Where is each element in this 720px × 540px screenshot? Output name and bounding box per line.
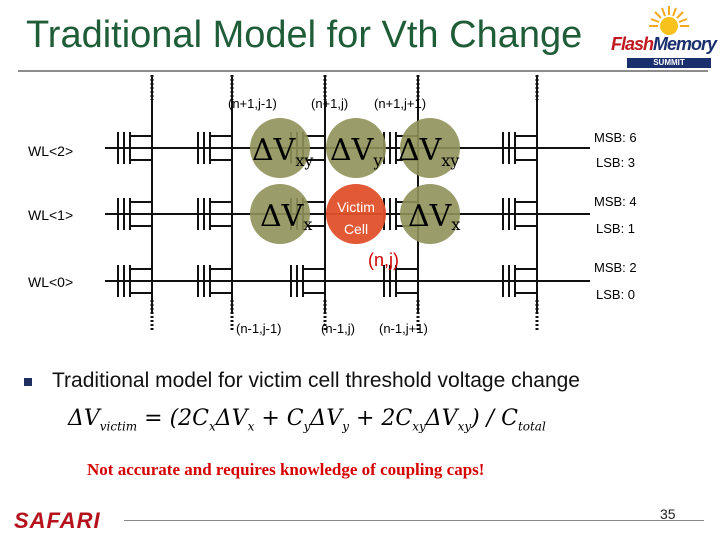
wordline-label-2: WL<2> [28, 143, 74, 159]
wordline-label-1: WL<1> [28, 207, 74, 223]
bottom-label-left: (n-1,j-1) [236, 321, 282, 336]
top-label-left: (n+1,j-1) [228, 96, 277, 111]
delta-v-y-top: $\Delta V_y$ [330, 133, 383, 170]
safari-logo: SAFARI [14, 508, 101, 533]
top-label-mid: (n+1,j) [311, 96, 349, 111]
delta-v-x-left: ΔVx [260, 199, 313, 234]
wordline-label-0: WL<0> [28, 274, 74, 290]
victim-coordinate: (n,j) [368, 250, 399, 270]
delta-v-x-right: ΔVx [408, 199, 461, 234]
top-label-right: (n+1,j+1) [374, 96, 427, 111]
bullet-marker [24, 378, 32, 386]
page-number: 35 [660, 506, 676, 522]
msb-label-wl1: MSB: 4 [594, 194, 637, 209]
flash-memory-wordmark: FlashMemory [611, 34, 717, 54]
bullet-text: Traditional model for victim cell threshold voltage change [52, 369, 580, 392]
slide-title: Traditional Model for Vth Change [26, 14, 583, 56]
delta-v-xy-topright: $\Delta V_{xy}$ [398, 133, 460, 170]
msb-label-wl0: MSB: 2 [594, 260, 637, 275]
bottom-label-right: (n-1,j+1) [379, 321, 428, 336]
bottom-label-mid: (n-1,j) [321, 321, 355, 336]
delta-v-xy-topleft: $\Delta V_{xy}$ [252, 133, 314, 170]
msb-label-wl2: MSB: 6 [594, 130, 637, 145]
victim-cell-label-2: Cell [343, 221, 369, 237]
threshold-formula: $\Delta V_{victim} = (2C_x\Delta V_x + C_y\Delta V_y + 2C_{xy}\Delta V_{xy}) / C_{total}$ [68, 406, 546, 434]
summit-wordmark: SUMMIT [627, 58, 711, 68]
lsb-label-wl2: LSB: 3 [596, 155, 636, 170]
footer-rule [124, 520, 704, 521]
lsb-label-wl1: LSB: 1 [596, 221, 636, 236]
victim-cell-label-1: Victim [337, 199, 375, 215]
warning-text: Not accurate and requires knowledge of coupling caps! [87, 460, 485, 479]
lsb-label-wl0: LSB: 0 [596, 287, 636, 302]
